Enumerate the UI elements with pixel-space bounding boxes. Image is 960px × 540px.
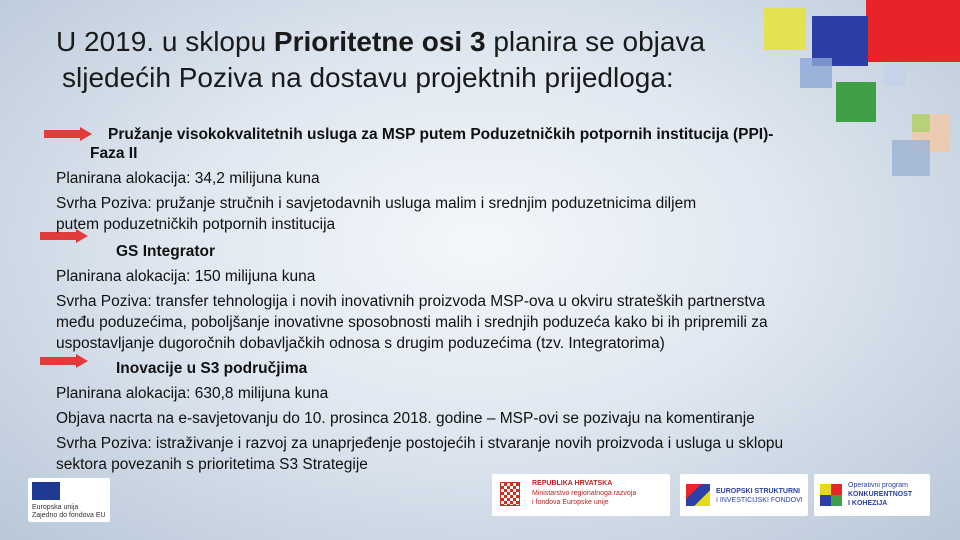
- slide-title: [56, 24, 816, 96]
- title-part2: planira se objava: [485, 26, 706, 57]
- eu-logo-box: [28, 478, 110, 522]
- item3-purpose-cont: sektora povezanih s prioritetima S3 Strategije: [56, 456, 368, 473]
- eu-line2: Zajedno do fondova EU: [32, 512, 106, 519]
- esi-line1: EUROPSKI STRUKTURNI: [716, 488, 801, 495]
- esi-logo-box: [680, 474, 808, 516]
- op-squares-icon: [820, 484, 842, 506]
- item1-purpose-cont: putem poduzetničkih potpornih institucija: [56, 216, 336, 233]
- title-bold: Prioritetne osi 3: [273, 26, 486, 57]
- gov-line3: i fondova Europske unije: [532, 499, 609, 506]
- item2-purpose: Svrha Poziva: transfer tehnologija i novih inovativnih proizvoda MSP-ova u okviru strateških partnerstva: [56, 293, 766, 310]
- gov-logo-box: [492, 474, 670, 516]
- title-part1: U 2019. u sklopu: [56, 26, 274, 57]
- gov-line2: Ministarstvo regionalnoga razvoja: [532, 490, 637, 497]
- item2-purpose-cont2: uspostavljanje dugoročnih dobavljačkih odnosa s drugim poduzećima (tzv. Integratorima): [56, 335, 665, 352]
- item3-consultation: Objava nacrta na e-savjetovanju do 10. prosinca 2018. godine – MSP-ovi se pozivaju na komentiranje: [56, 410, 755, 427]
- item1-purpose: Svrha Poziva: pružanje stručnih i savjetodavnih usluga malim i srednjim poduzetnicima diljem: [56, 195, 697, 212]
- item1-allocation: Planirana alokacija: 34,2 milijuna kuna: [56, 170, 320, 187]
- esi-flag-icon: [686, 484, 710, 506]
- esi-line2: I INVESTICIJSKI FONDOVI: [716, 497, 803, 504]
- eu-line1: Europska unija: [32, 504, 79, 511]
- item2-purpose-cont: među poduzećima, poboljšanje inovativne sposobnosti malih i srednjih poduzeća kako bi ih pripremili za: [56, 314, 768, 331]
- title-line2: sljedećih Poziva na dostavu projektnih prijedloga:: [62, 62, 674, 93]
- croatia-coat-of-arms-icon: [500, 482, 520, 506]
- decor-square-green: [836, 82, 876, 122]
- op-line3: I KOHEZIJA: [848, 500, 888, 507]
- decor-square-red: [866, 0, 960, 62]
- slide-body: [56, 122, 916, 477]
- item2-allocation: Planirana alokacija: 150 milijuna kuna: [56, 268, 316, 285]
- item3-purpose: Svrha Poziva: istraživanje i razvoj za unaprjeđenje postojećih i stvaranje novih proizvoda i usluga u sklopu: [56, 435, 784, 452]
- op-logo-box: [814, 474, 930, 516]
- item2-heading: GS Integrator: [116, 243, 216, 260]
- item3-heading: Inovacije u S3 područjima: [116, 360, 308, 377]
- footer-logos: [0, 474, 960, 540]
- eu-flag-icon: [32, 482, 60, 500]
- decor-square-paleblue: [884, 64, 906, 86]
- op-line1: Operativni program: [848, 482, 908, 489]
- op-line2: KONKURENTNOST: [848, 491, 913, 498]
- item1-heading: Pružanje visokokvalitetnih usluga za MSP putem Poduzetničkih potpornih institucija (PPI)-: [108, 126, 774, 143]
- item1-heading-cont: Faza II: [90, 145, 138, 162]
- item3-allocation: Planirana alokacija: 630,8 milijuna kuna: [56, 385, 329, 402]
- gov-line1: REPUBLIKA HRVATSKA: [532, 480, 613, 487]
